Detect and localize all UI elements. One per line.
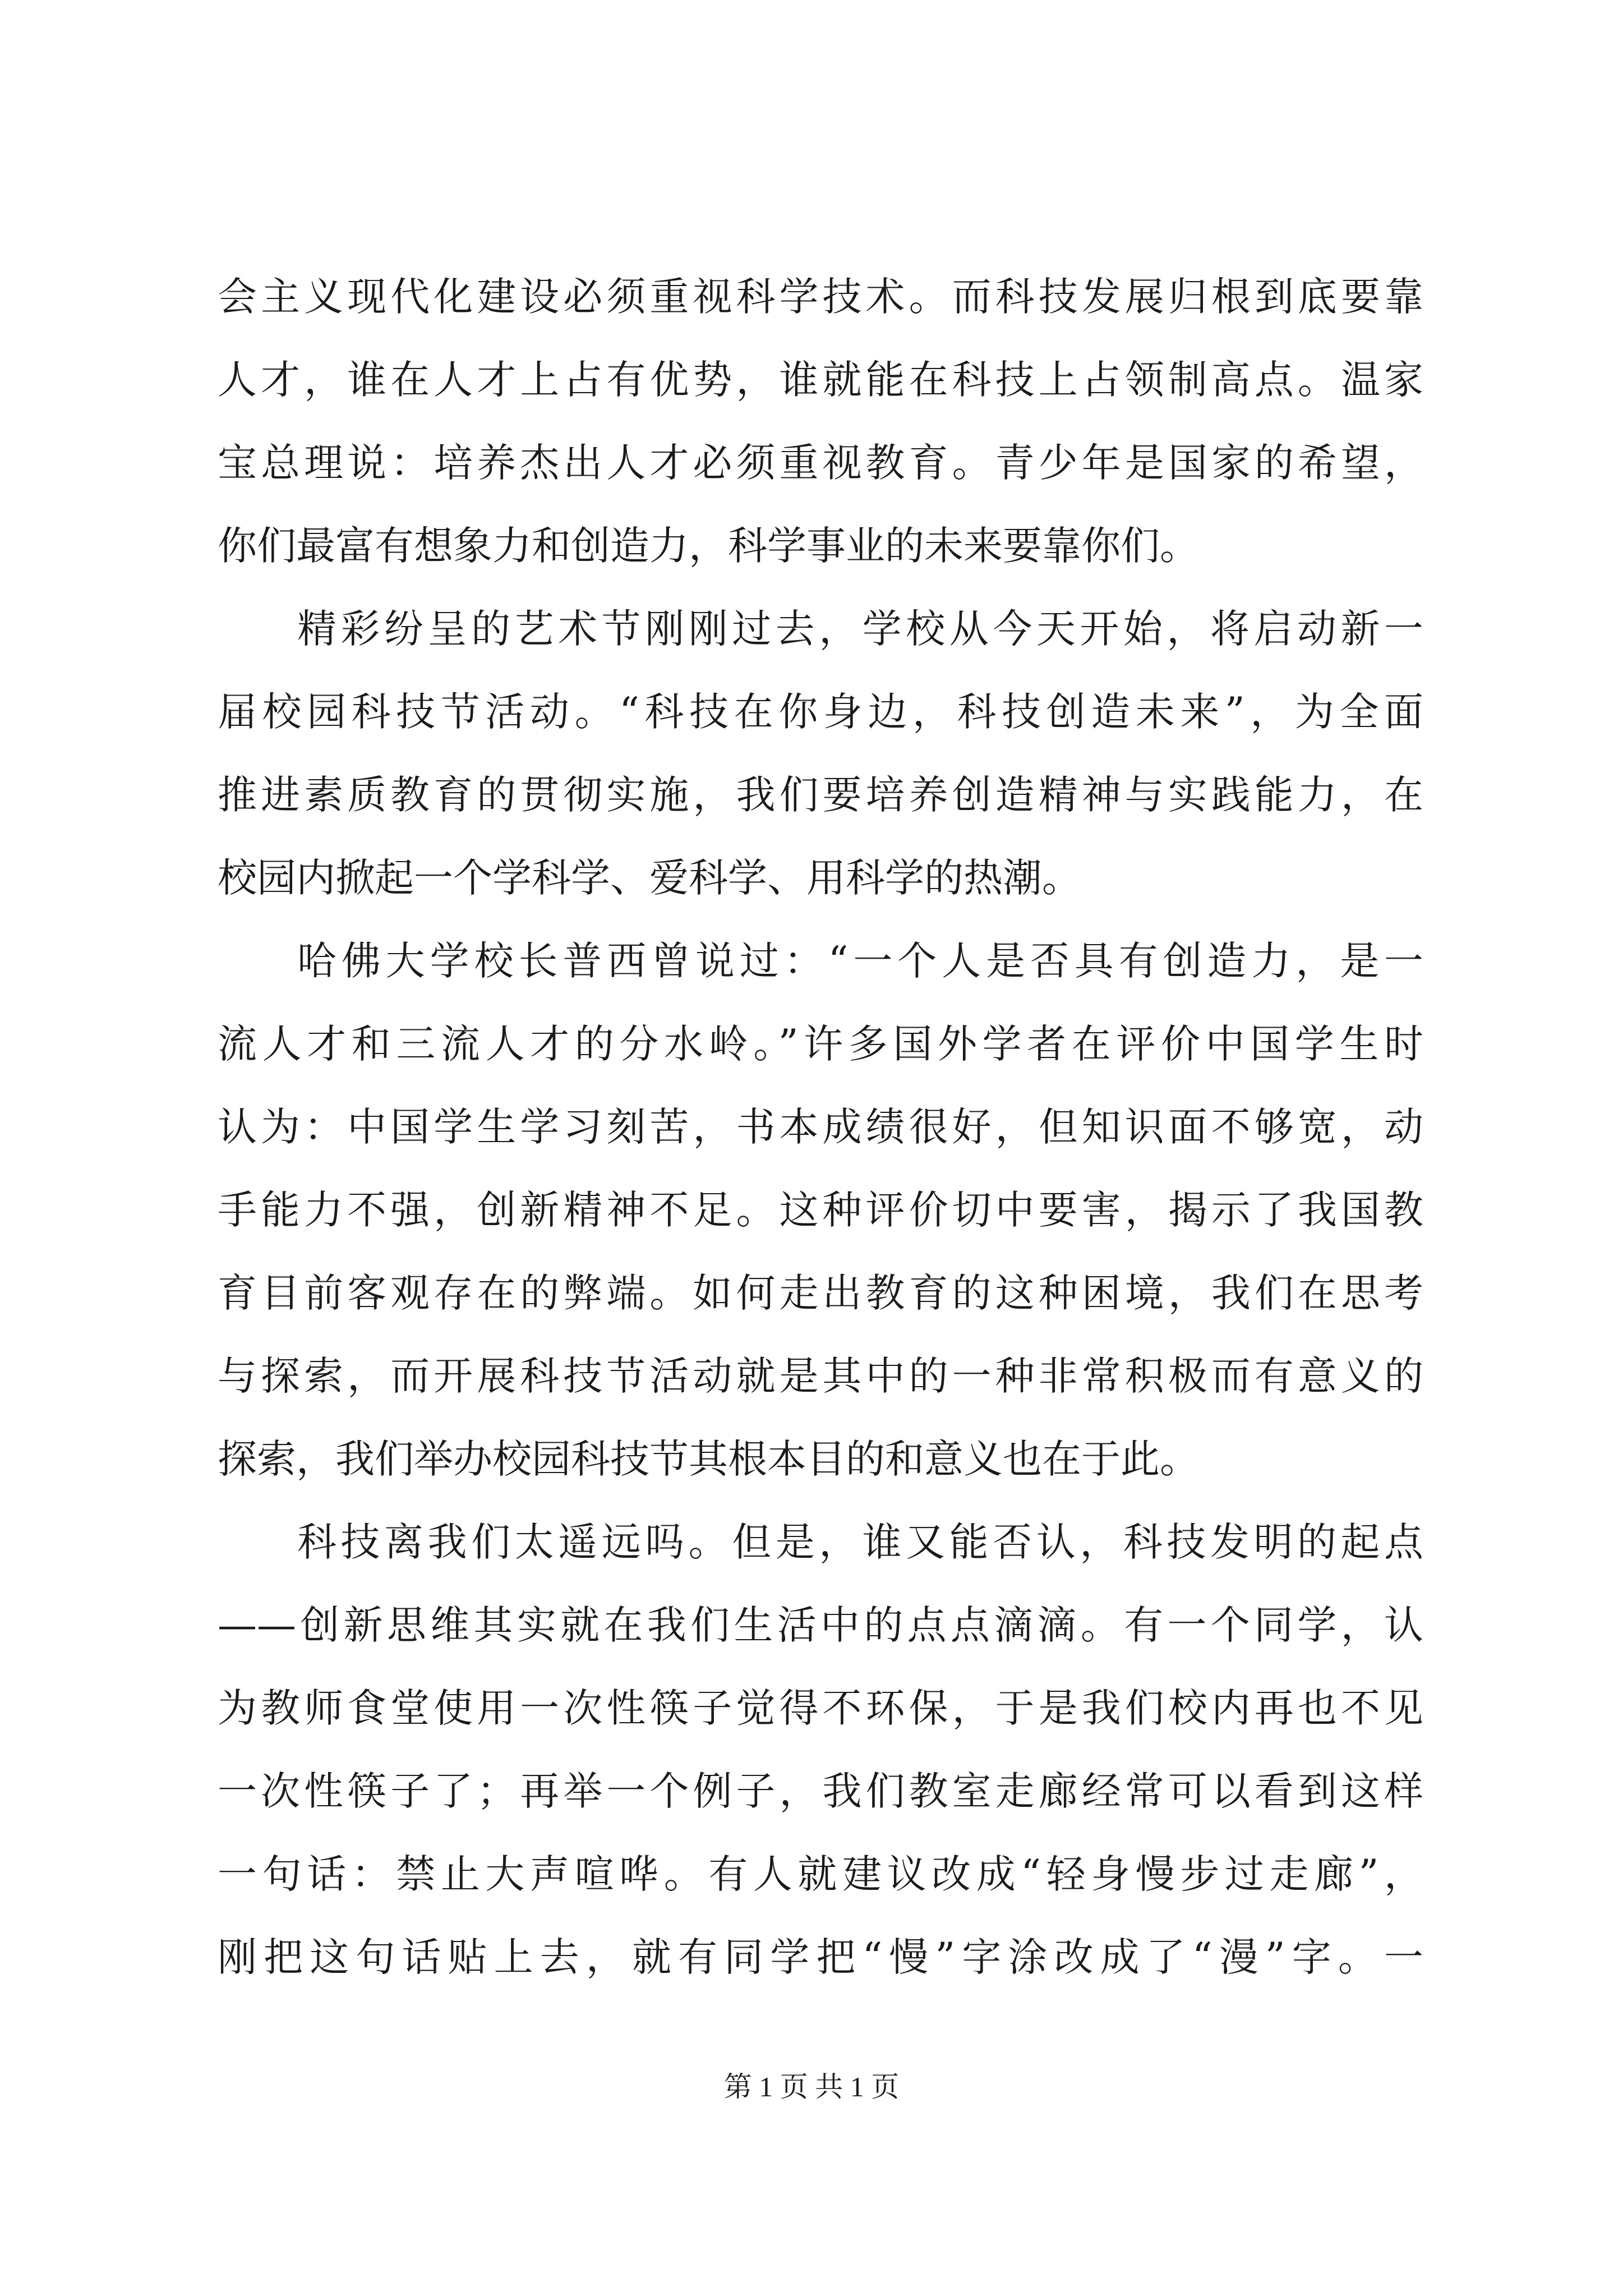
text-line: 校园内掀起一个学科学、爱科学、用科学的热潮。 xyxy=(218,855,1081,901)
text-line: 刚把这句话贴上去，就有同学把“慢”字涂改成了“漫”字。一 xyxy=(218,1934,1423,1980)
text-line: 一次性筷子了；再举一个例子，我们教室走廊经常可以看到这样 xyxy=(218,1768,1423,1814)
text-line: 你们最富有想象力和创造力，科学事业的未来要靠你们。 xyxy=(218,523,1199,569)
page-footer xyxy=(0,2070,1623,2104)
text-line: 一句话：禁止大声喧哗。有人就建议改成“轻身慢步过走廊”， xyxy=(218,1851,1423,1897)
document-body xyxy=(218,255,1423,1999)
text-line: 认为：中国学生学习刻苦，书本成绩很好，但知识面不够宽，动 xyxy=(218,1104,1423,1150)
text-line: 宝总理说：培养杰出人才必须重视教育。青少年是国家的希望， xyxy=(218,440,1423,486)
text-line: 手能力不强，创新精神不足。这种评价切中要害，揭示了我国教 xyxy=(218,1187,1423,1233)
text-line: 流人才和三流人才的分水岭。”许多国外学者在评价中国学生时 xyxy=(218,1021,1423,1067)
text-line: 届校园科技节活动。“科技在你身边，科技创造未来”，为全面 xyxy=(218,689,1423,735)
paragraph-first-line: 哈佛大学校长普西曾说过：“一个人是否具有创造力，是一 xyxy=(297,938,1423,984)
text-line: 与探索，而开展科技节活动就是其中的一种非常积极而有意义的 xyxy=(218,1353,1423,1399)
text-line: 育目前客观存在的弊端。如何走出教育的这种困境，我们在思考 xyxy=(218,1270,1423,1316)
text-line: 探索，我们举办校园科技节其根本目的和意义也在于此。 xyxy=(218,1436,1199,1482)
paragraph-first-line: 科技离我们太遥远吗。但是，谁又能否认，科技发明的起点 xyxy=(297,1519,1423,1565)
text-line: ——创新思维其实就在我们生活中的点点滴滴。有一个同学，认 xyxy=(218,1602,1423,1648)
paragraph-first-line: 精彩纷呈的艺术节刚刚过去，学校从今天开始，将启动新一 xyxy=(297,606,1423,652)
text-line: 推进素质教育的贯彻实施，我们要培养创造精神与实践能力，在 xyxy=(218,772,1423,818)
text-line: 会主义现代化建设必须重视科学技术。而科技发展归根到底要靠 xyxy=(218,274,1423,320)
text-line: 为教师食堂使用一次性筷子觉得不环保，于是我们校内再也不见 xyxy=(218,1685,1423,1731)
text-line: 人才，谁在人才上占有优势，谁就能在科技上占领制高点。温家 xyxy=(218,357,1423,403)
page-number-label: 第 1 页 共 1 页 xyxy=(723,2071,900,2102)
